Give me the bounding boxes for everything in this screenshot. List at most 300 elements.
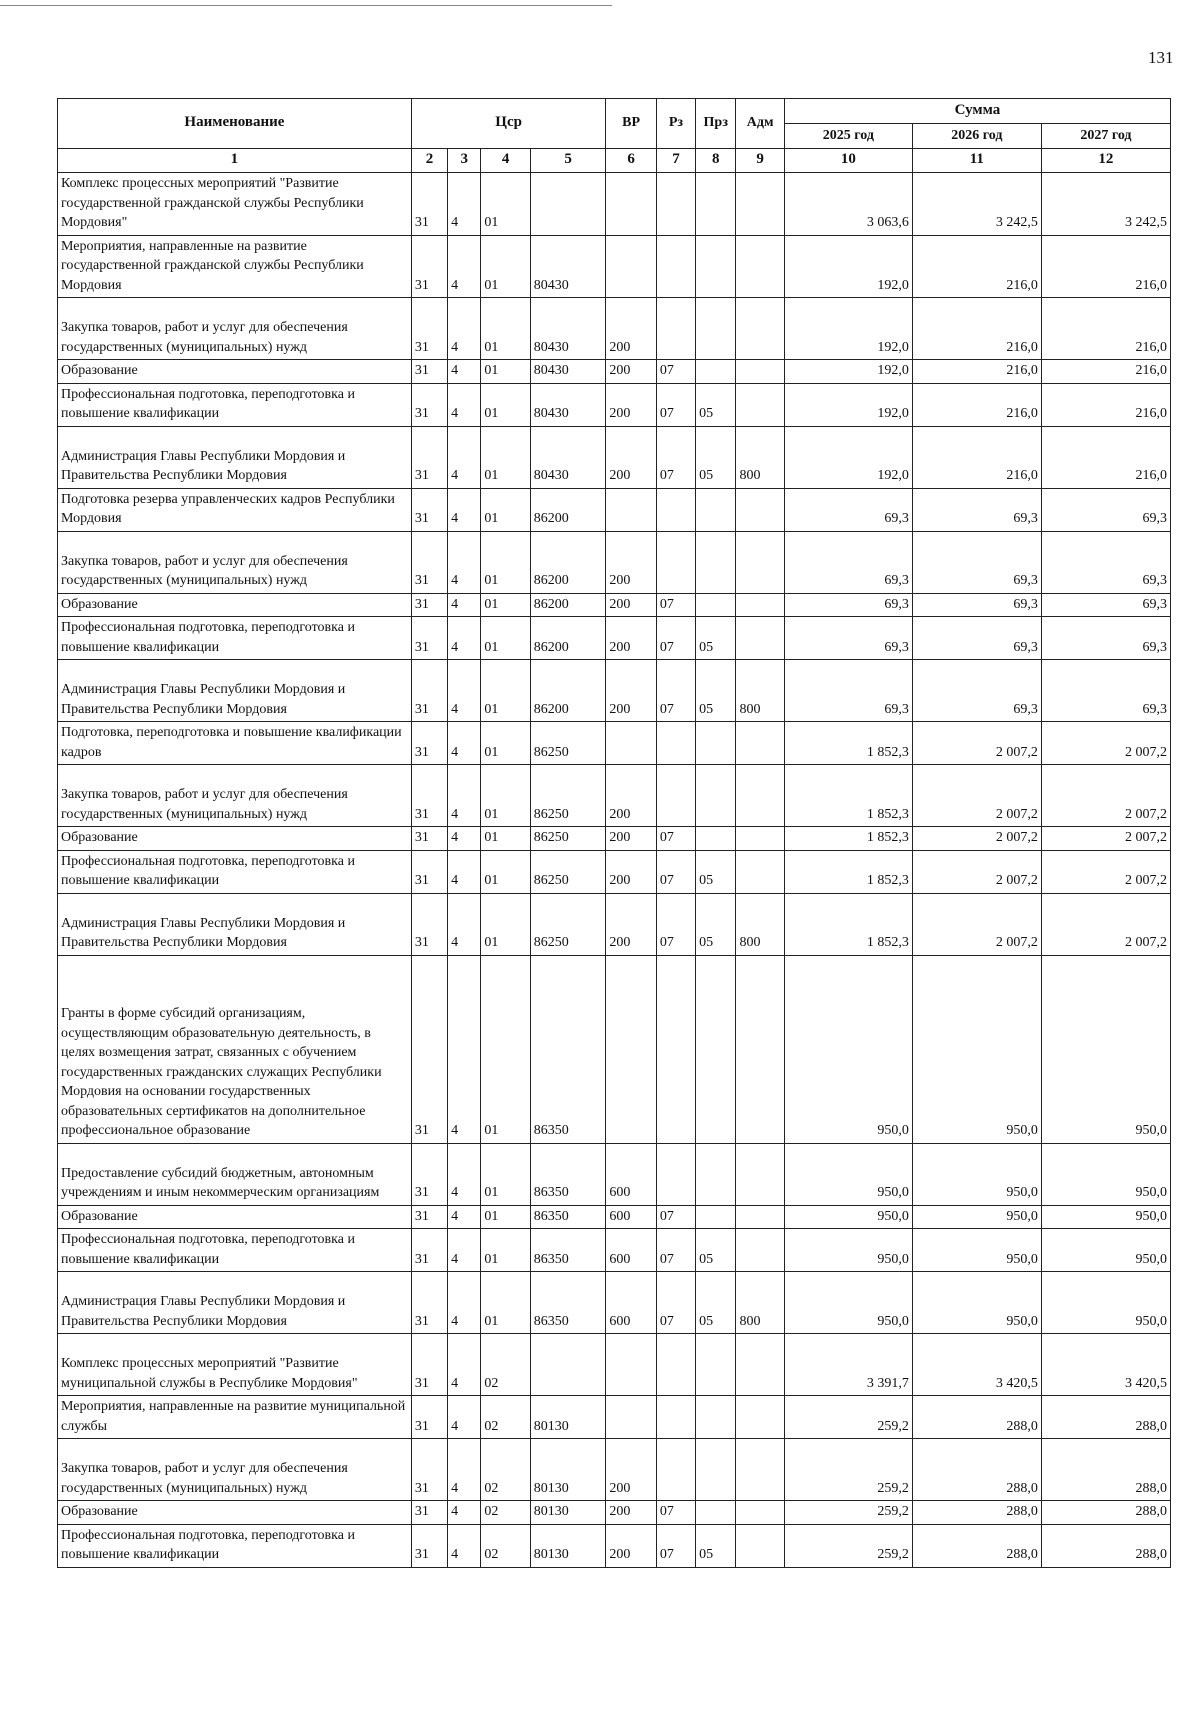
row-rz xyxy=(656,173,695,236)
row-sum-2025: 1 852,3 xyxy=(784,850,912,893)
row-sum-2027: 288,0 xyxy=(1041,1524,1170,1567)
row-sum-2025: 192,0 xyxy=(784,298,912,360)
page-number: 131 xyxy=(1148,48,1174,67)
row-csr-complex: 01 xyxy=(481,1205,530,1229)
row-rz: 07 xyxy=(656,850,695,893)
table-row xyxy=(58,1439,1171,1501)
row-csr-direction: 86250 xyxy=(530,722,606,765)
row-adm xyxy=(736,1439,784,1501)
row-csr-subprogram: 4 xyxy=(448,1143,481,1205)
row-rz: 07 xyxy=(656,360,695,384)
row-prz xyxy=(696,173,736,236)
row-csr-complex: 01 xyxy=(481,426,530,488)
row-prz xyxy=(696,955,736,1143)
row-adm xyxy=(736,1229,784,1272)
row-rz xyxy=(656,531,695,593)
row-csr-complex: 01 xyxy=(481,850,530,893)
row-vr: 200 xyxy=(606,383,656,426)
row-sum-2027: 2 007,2 xyxy=(1041,893,1170,955)
row-csr-direction: 86200 xyxy=(530,660,606,722)
row-adm xyxy=(736,1143,784,1205)
row-sum-2027: 2 007,2 xyxy=(1041,722,1170,765)
row-name: Мероприятия, направленные на развитие муниципальной службы xyxy=(58,1396,412,1439)
row-vr: 200 xyxy=(606,617,656,660)
row-sum-2026: 216,0 xyxy=(912,298,1041,360)
row-sum-2026: 288,0 xyxy=(912,1439,1041,1501)
row-sum-2027: 69,3 xyxy=(1041,531,1170,593)
row-csr-program: 31 xyxy=(411,955,447,1143)
row-prz xyxy=(696,1143,736,1205)
row-vr xyxy=(606,1334,656,1396)
row-sum-2026: 69,3 xyxy=(912,660,1041,722)
row-csr-program: 31 xyxy=(411,893,447,955)
row-sum-2026: 216,0 xyxy=(912,383,1041,426)
row-csr-direction: 80430 xyxy=(530,383,606,426)
row-rz xyxy=(656,765,695,827)
row-sum-2026: 3 420,5 xyxy=(912,1334,1041,1396)
row-rz: 07 xyxy=(656,827,695,851)
row-sum-2027: 69,3 xyxy=(1041,617,1170,660)
row-sum-2027: 950,0 xyxy=(1041,1205,1170,1229)
row-adm xyxy=(736,360,784,384)
row-vr: 200 xyxy=(606,765,656,827)
row-csr-subprogram: 4 xyxy=(448,765,481,827)
row-sum-2026: 288,0 xyxy=(912,1501,1041,1525)
row-sum-2026: 950,0 xyxy=(912,955,1041,1143)
row-csr-subprogram: 4 xyxy=(448,827,481,851)
row-csr-complex: 02 xyxy=(481,1501,530,1525)
row-prz xyxy=(696,1501,736,1525)
row-rz xyxy=(656,298,695,360)
row-sum-2025: 950,0 xyxy=(784,1272,912,1334)
row-rz: 07 xyxy=(656,617,695,660)
row-csr-complex: 02 xyxy=(481,1439,530,1501)
row-vr: 600 xyxy=(606,1143,656,1205)
row-vr xyxy=(606,1396,656,1439)
row-rz xyxy=(656,1334,695,1396)
row-csr-subprogram: 4 xyxy=(448,1524,481,1567)
row-sum-2026: 2 007,2 xyxy=(912,722,1041,765)
row-csr-complex: 01 xyxy=(481,593,530,617)
table-row xyxy=(58,827,1171,851)
row-sum-2025: 259,2 xyxy=(784,1439,912,1501)
row-adm xyxy=(736,955,784,1143)
table-row xyxy=(58,383,1171,426)
row-csr-complex: 02 xyxy=(481,1334,530,1396)
row-adm: 800 xyxy=(736,893,784,955)
row-prz xyxy=(696,531,736,593)
table-row xyxy=(58,488,1171,531)
row-csr-direction: 86200 xyxy=(530,488,606,531)
row-name: Профессиональная подготовка, переподготовка и повышение квалификации xyxy=(58,1229,412,1272)
row-csr-subprogram: 4 xyxy=(448,617,481,660)
row-csr-direction: 86250 xyxy=(530,827,606,851)
row-sum-2026: 2 007,2 xyxy=(912,765,1041,827)
row-name: Закупка товаров, работ и услуг для обеспечения государственных (муниципальных) нужд xyxy=(58,298,412,360)
row-adm xyxy=(736,531,784,593)
row-sum-2027: 950,0 xyxy=(1041,1229,1170,1272)
table-row xyxy=(58,660,1171,722)
row-vr: 600 xyxy=(606,1205,656,1229)
header-vr: ВР xyxy=(606,99,656,149)
table-body xyxy=(58,173,1171,1568)
row-csr-direction: 86350 xyxy=(530,1205,606,1229)
row-name: Администрация Главы Республики Мордовия и Правительства Республики Мордовия xyxy=(58,660,412,722)
row-prz xyxy=(696,360,736,384)
row-csr-program: 31 xyxy=(411,1229,447,1272)
row-sum-2027: 216,0 xyxy=(1041,298,1170,360)
row-vr xyxy=(606,722,656,765)
row-sum-2025: 192,0 xyxy=(784,360,912,384)
row-csr-complex: 01 xyxy=(481,360,530,384)
row-sum-2027: 288,0 xyxy=(1041,1501,1170,1525)
row-sum-2025: 192,0 xyxy=(784,383,912,426)
row-csr-direction: 86350 xyxy=(530,955,606,1143)
row-csr-complex: 01 xyxy=(481,1229,530,1272)
row-rz xyxy=(656,1143,695,1205)
row-csr-subprogram: 4 xyxy=(448,593,481,617)
row-rz: 07 xyxy=(656,893,695,955)
row-csr-program: 31 xyxy=(411,593,447,617)
row-sum-2027: 2 007,2 xyxy=(1041,850,1170,893)
row-csr-direction: 80430 xyxy=(530,360,606,384)
row-csr-subprogram: 4 xyxy=(448,1439,481,1501)
table-row xyxy=(58,765,1171,827)
row-adm xyxy=(736,235,784,298)
row-adm: 800 xyxy=(736,660,784,722)
row-csr-direction: 86200 xyxy=(530,593,606,617)
row-csr-direction: 86250 xyxy=(530,850,606,893)
row-vr: 600 xyxy=(606,1272,656,1334)
row-rz: 07 xyxy=(656,660,695,722)
row-adm xyxy=(736,1396,784,1439)
row-sum-2027: 216,0 xyxy=(1041,383,1170,426)
row-name: Образование xyxy=(58,593,412,617)
row-csr-subprogram: 4 xyxy=(448,1334,481,1396)
table-row xyxy=(58,1229,1171,1272)
row-name: Профессиональная подготовка, переподготовка и повышение квалификации xyxy=(58,1524,412,1567)
row-sum-2026: 950,0 xyxy=(912,1229,1041,1272)
header-csr: Цср xyxy=(411,99,606,149)
row-rz: 07 xyxy=(656,593,695,617)
row-csr-program: 31 xyxy=(411,531,447,593)
column-number: 11 xyxy=(912,149,1041,173)
row-csr-program: 31 xyxy=(411,383,447,426)
table-row xyxy=(58,235,1171,298)
table-row xyxy=(58,1143,1171,1205)
row-csr-direction: 86200 xyxy=(530,617,606,660)
row-rz: 07 xyxy=(656,1272,695,1334)
row-vr: 200 xyxy=(606,531,656,593)
row-csr-direction: 86250 xyxy=(530,765,606,827)
row-vr xyxy=(606,235,656,298)
row-csr-program: 31 xyxy=(411,426,447,488)
row-sum-2025: 1 852,3 xyxy=(784,827,912,851)
header-year-2027: 2027 год xyxy=(1041,124,1170,149)
row-adm xyxy=(736,593,784,617)
row-csr-complex: 01 xyxy=(481,955,530,1143)
row-name: Подготовка, переподготовка и повышение квалификации кадров xyxy=(58,722,412,765)
row-adm xyxy=(736,1501,784,1525)
row-csr-subprogram: 4 xyxy=(448,660,481,722)
row-csr-complex: 01 xyxy=(481,173,530,236)
header-prz: Прз xyxy=(696,99,736,149)
row-sum-2027: 288,0 xyxy=(1041,1439,1170,1501)
row-sum-2026: 2 007,2 xyxy=(912,827,1041,851)
row-rz xyxy=(656,955,695,1143)
table-row xyxy=(58,173,1171,236)
column-number: 8 xyxy=(696,149,736,173)
row-prz xyxy=(696,298,736,360)
column-number: 2 xyxy=(411,149,447,173)
row-sum-2027: 69,3 xyxy=(1041,660,1170,722)
row-sum-2026: 950,0 xyxy=(912,1143,1041,1205)
row-csr-direction: 80130 xyxy=(530,1396,606,1439)
row-sum-2025: 950,0 xyxy=(784,1229,912,1272)
row-prz: 05 xyxy=(696,660,736,722)
row-name: Профессиональная подготовка, переподготовка и повышение квалификации xyxy=(58,617,412,660)
row-rz: 07 xyxy=(656,383,695,426)
row-name: Комплекс процессных мероприятий "Развитие муниципальной службы в Республике Мордовия" xyxy=(58,1334,412,1396)
row-csr-subprogram: 4 xyxy=(448,173,481,236)
row-sum-2027: 2 007,2 xyxy=(1041,765,1170,827)
row-csr-complex: 02 xyxy=(481,1524,530,1567)
row-csr-direction: 80130 xyxy=(530,1501,606,1525)
row-name: Образование xyxy=(58,1501,412,1525)
row-csr-program: 31 xyxy=(411,850,447,893)
row-adm xyxy=(736,298,784,360)
row-csr-subprogram: 4 xyxy=(448,850,481,893)
row-prz xyxy=(696,1205,736,1229)
row-sum-2026: 950,0 xyxy=(912,1205,1041,1229)
row-adm: 800 xyxy=(736,1272,784,1334)
row-sum-2027: 3 420,5 xyxy=(1041,1334,1170,1396)
row-adm xyxy=(736,383,784,426)
row-name: Образование xyxy=(58,827,412,851)
row-csr-direction: 86200 xyxy=(530,531,606,593)
row-csr-subprogram: 4 xyxy=(448,298,481,360)
row-prz: 05 xyxy=(696,1229,736,1272)
row-csr-complex: 01 xyxy=(481,722,530,765)
table-row xyxy=(58,426,1171,488)
row-rz: 07 xyxy=(656,1205,695,1229)
row-sum-2025: 1 852,3 xyxy=(784,893,912,955)
row-prz xyxy=(696,1334,736,1396)
row-sum-2025: 259,2 xyxy=(784,1501,912,1525)
column-number: 4 xyxy=(481,149,530,173)
row-csr-subprogram: 4 xyxy=(448,1272,481,1334)
row-csr-direction: 80130 xyxy=(530,1524,606,1567)
header-name: Наименование xyxy=(58,99,412,149)
row-vr: 200 xyxy=(606,426,656,488)
column-number: 12 xyxy=(1041,149,1170,173)
row-prz: 05 xyxy=(696,1524,736,1567)
row-prz: 05 xyxy=(696,383,736,426)
row-sum-2026: 2 007,2 xyxy=(912,893,1041,955)
row-sum-2026: 216,0 xyxy=(912,235,1041,298)
row-sum-2027: 950,0 xyxy=(1041,1143,1170,1205)
row-csr-direction: 86350 xyxy=(530,1272,606,1334)
column-number: 1 xyxy=(58,149,412,173)
row-name: Администрация Главы Республики Мордовия и Правительства Республики Мордовия xyxy=(58,1272,412,1334)
column-number: 10 xyxy=(784,149,912,173)
row-rz xyxy=(656,235,695,298)
row-csr-subprogram: 4 xyxy=(448,426,481,488)
row-sum-2025: 192,0 xyxy=(784,235,912,298)
row-vr xyxy=(606,955,656,1143)
row-sum-2025: 69,3 xyxy=(784,593,912,617)
row-adm xyxy=(736,765,784,827)
row-sum-2025: 69,3 xyxy=(784,488,912,531)
row-sum-2026: 216,0 xyxy=(912,426,1041,488)
row-csr-subprogram: 4 xyxy=(448,383,481,426)
row-adm xyxy=(736,488,784,531)
table-row xyxy=(58,722,1171,765)
row-csr-complex: 01 xyxy=(481,893,530,955)
row-prz xyxy=(696,488,736,531)
table-row xyxy=(58,617,1171,660)
row-name: Администрация Главы Республики Мордовия и Правительства Республики Мордовия xyxy=(58,426,412,488)
row-csr-complex: 01 xyxy=(481,827,530,851)
row-csr-program: 31 xyxy=(411,1205,447,1229)
row-sum-2026: 69,3 xyxy=(912,488,1041,531)
row-vr: 200 xyxy=(606,1439,656,1501)
table-row xyxy=(58,850,1171,893)
row-csr-complex: 01 xyxy=(481,660,530,722)
row-name: Гранты в форме субсидий организациям, осуществляющим образовательную деятельность, в целях возмещения затрат, связанных с обучением государственных гражданских служащих Республики Мордовия на основании государственных образовательных сертификатов на дополнительное профессиональное образование xyxy=(58,955,412,1143)
row-rz xyxy=(656,1396,695,1439)
row-vr xyxy=(606,173,656,236)
row-csr-complex: 02 xyxy=(481,1396,530,1439)
row-csr-complex: 01 xyxy=(481,531,530,593)
row-csr-program: 31 xyxy=(411,722,447,765)
row-vr: 600 xyxy=(606,1229,656,1272)
row-csr-subprogram: 4 xyxy=(448,955,481,1143)
row-prz xyxy=(696,765,736,827)
row-adm xyxy=(736,1205,784,1229)
row-adm xyxy=(736,722,784,765)
row-name: Образование xyxy=(58,1205,412,1229)
row-sum-2026: 2 007,2 xyxy=(912,850,1041,893)
row-adm xyxy=(736,173,784,236)
row-rz xyxy=(656,1439,695,1501)
table-row xyxy=(58,360,1171,384)
row-csr-complex: 01 xyxy=(481,765,530,827)
table-row xyxy=(58,893,1171,955)
header-year-2025: 2025 год xyxy=(784,124,912,149)
row-sum-2025: 69,3 xyxy=(784,660,912,722)
row-prz: 05 xyxy=(696,617,736,660)
row-rz: 07 xyxy=(656,1501,695,1525)
row-prz xyxy=(696,722,736,765)
table-row xyxy=(58,1205,1171,1229)
row-sum-2025: 192,0 xyxy=(784,426,912,488)
row-sum-2026: 216,0 xyxy=(912,360,1041,384)
column-number: 6 xyxy=(606,149,656,173)
row-csr-complex: 01 xyxy=(481,1143,530,1205)
row-adm xyxy=(736,827,784,851)
row-prz xyxy=(696,1439,736,1501)
row-sum-2025: 69,3 xyxy=(784,531,912,593)
row-sum-2025: 950,0 xyxy=(784,955,912,1143)
row-sum-2025: 1 852,3 xyxy=(784,722,912,765)
row-csr-program: 31 xyxy=(411,1143,447,1205)
row-csr-program: 31 xyxy=(411,1272,447,1334)
row-sum-2027: 216,0 xyxy=(1041,235,1170,298)
table-header xyxy=(58,99,1171,173)
table-row xyxy=(58,1396,1171,1439)
table-row xyxy=(58,1524,1171,1567)
row-prz: 05 xyxy=(696,1272,736,1334)
row-csr-subprogram: 4 xyxy=(448,1501,481,1525)
row-vr: 200 xyxy=(606,1501,656,1525)
row-sum-2027: 950,0 xyxy=(1041,1272,1170,1334)
row-rz xyxy=(656,722,695,765)
row-vr xyxy=(606,488,656,531)
row-prz xyxy=(696,1396,736,1439)
row-adm: 800 xyxy=(736,426,784,488)
row-rz: 07 xyxy=(656,1229,695,1272)
row-sum-2026: 69,3 xyxy=(912,617,1041,660)
row-csr-program: 31 xyxy=(411,660,447,722)
row-csr-complex: 01 xyxy=(481,235,530,298)
row-vr: 200 xyxy=(606,360,656,384)
row-rz: 07 xyxy=(656,426,695,488)
row-csr-subprogram: 4 xyxy=(448,531,481,593)
row-csr-program: 31 xyxy=(411,617,447,660)
row-rz xyxy=(656,488,695,531)
row-name: Образование xyxy=(58,360,412,384)
row-name: Профессиональная подготовка, переподготовка и повышение квалификации xyxy=(58,850,412,893)
row-csr-complex: 01 xyxy=(481,488,530,531)
row-prz: 05 xyxy=(696,850,736,893)
column-number: 7 xyxy=(656,149,695,173)
row-csr-complex: 01 xyxy=(481,383,530,426)
row-csr-direction: 80130 xyxy=(530,1439,606,1501)
row-sum-2026: 3 242,5 xyxy=(912,173,1041,236)
row-csr-program: 31 xyxy=(411,1524,447,1567)
row-adm xyxy=(736,1334,784,1396)
table-row xyxy=(58,298,1171,360)
row-csr-program: 31 xyxy=(411,765,447,827)
row-name: Профессиональная подготовка, переподготовка и повышение квалификации xyxy=(58,383,412,426)
row-name: Закупка товаров, работ и услуг для обеспечения государственных (муниципальных) нужд xyxy=(58,1439,412,1501)
column-number: 3 xyxy=(448,149,481,173)
row-vr: 200 xyxy=(606,660,656,722)
column-number: 5 xyxy=(530,149,606,173)
table-row xyxy=(58,531,1171,593)
row-csr-subprogram: 4 xyxy=(448,1396,481,1439)
row-sum-2025: 259,2 xyxy=(784,1524,912,1567)
row-prz: 05 xyxy=(696,893,736,955)
row-sum-2025: 950,0 xyxy=(784,1143,912,1205)
row-sum-2027: 216,0 xyxy=(1041,360,1170,384)
row-csr-program: 31 xyxy=(411,488,447,531)
row-sum-2026: 69,3 xyxy=(912,531,1041,593)
row-vr: 200 xyxy=(606,827,656,851)
row-vr: 200 xyxy=(606,893,656,955)
row-sum-2025: 69,3 xyxy=(784,617,912,660)
budget-table xyxy=(57,98,1171,1568)
row-name: Закупка товаров, работ и услуг для обеспечения государственных (муниципальных) нужд xyxy=(58,765,412,827)
row-sum-2026: 288,0 xyxy=(912,1524,1041,1567)
header-year-2026: 2026 год xyxy=(912,124,1041,149)
row-vr: 200 xyxy=(606,1524,656,1567)
row-csr-program: 31 xyxy=(411,298,447,360)
row-prz xyxy=(696,235,736,298)
row-csr-program: 31 xyxy=(411,1439,447,1501)
row-sum-2027: 69,3 xyxy=(1041,488,1170,531)
